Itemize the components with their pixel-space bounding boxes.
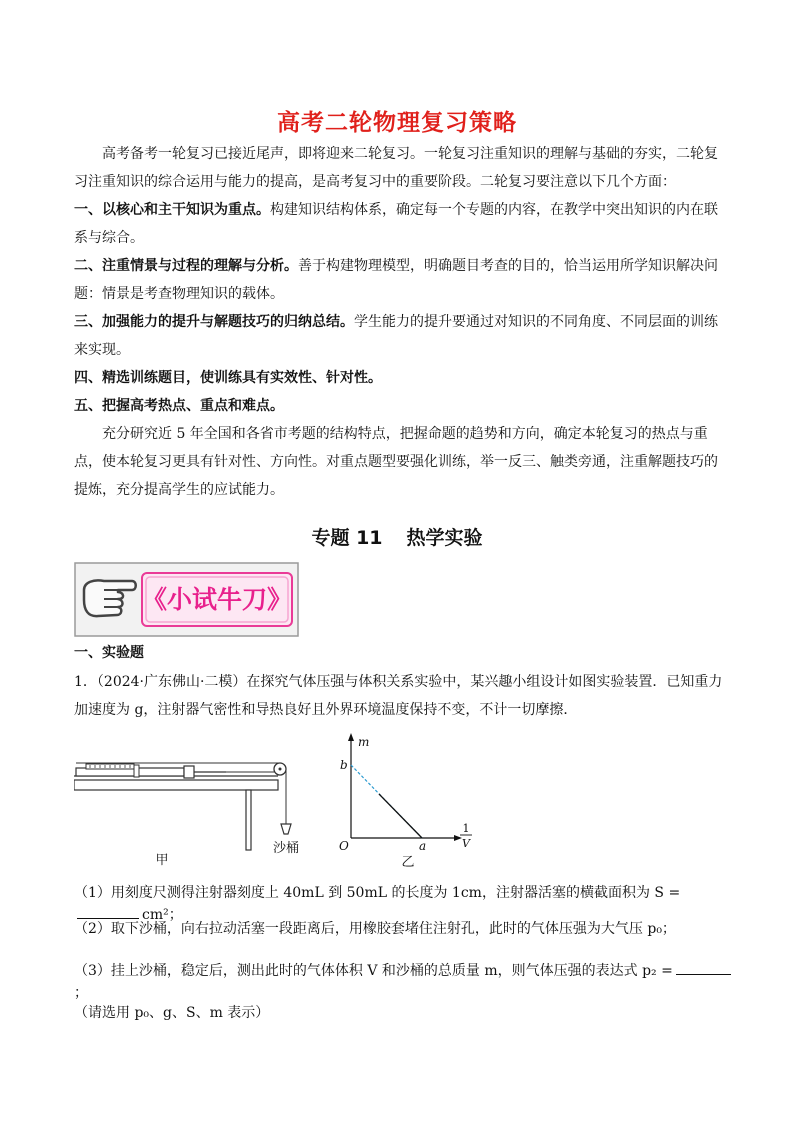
point-1-body: 构建知识结构体系，确定每一个专题的内容，在教学中突出知识的内在联系与综合。 [74,202,718,246]
section-heading: 一、实验题 [74,645,144,661]
practice-banner [74,562,299,637]
point-2-body: 善于构建物理模型，明确题目考查的目的，恰当运用所学知识解决问题：情景是考查物理知识的载体。 [74,258,718,302]
axis-m-label: m [358,735,370,749]
point-2-head: 二、注重情景与过程的理解与分析。 [74,258,298,274]
point-4 [74,364,730,392]
origin-label: O [339,839,349,853]
banner-text: 《小试牛刀》 [141,585,293,614]
sub-1-unit: cm²； [142,907,183,923]
point-2 [74,252,730,308]
point-a-label: a [419,839,427,853]
point-5-head: 五、把握高考热点、重点和难点。 [74,398,284,414]
sub-question-3 [74,960,734,1004]
figure-yi-label: 乙 [401,855,415,870]
question-1-stem: 1．（2024·广东佛山·二模）在探究气体压强与体积关系实验中，某兴趣小组设计如图实验装置．已知重力加速度为 g，注射器气密性和导热良好且外界环境温度保持不变，不计一切摩擦． [74,674,723,718]
answer-blank-3[interactable] [676,960,731,975]
point-3-head: 三、加强能力的提升与解题技巧的归纳总结。 [74,314,354,330]
axis-x-denominator: V [462,837,470,850]
sand-bucket-label: 沙桶 [272,841,300,856]
experiment-figure [74,728,494,878]
point-5 [74,392,730,420]
topic-name: 热学实验 [406,527,483,549]
closing-paragraph: 充分研究近 5 年全国和各省市考题的结构特点，把握命题的趋势和方向，确定本轮复习的热点与重点，使本轮复习更具有针对性、方向性。对重点题型要强化训练，举一反三、触类旁通，注重解题技巧的提炼，充分提高学生的应试能力。 [74,426,718,498]
point-4-head: 四、精选训练题目，使训练具有实效性、针对性。 [74,370,382,386]
sub-question-2: （2）取下沙桶，向右拉动活塞一段距离后，用橡胶套堵住注射孔，此时的气体压强为大气压 p₀； [74,921,676,937]
sub-question-3-note: （请选用 p₀、g、S、m 表示） [74,1005,270,1021]
point-1 [74,196,730,252]
point-3-body: 学生能力的提升要通过对知识的不同角度、不同层面的训练来实现。 [74,314,718,358]
topic-title [0,523,794,550]
graph-data-line [379,794,422,838]
axis-x-numerator: 1 [462,822,470,835]
intro-paragraph: 高考备考一轮复习已接近尾声，即将迎来二轮复习。一轮复习注重知识的理解与基础的夯实，二轮复习注重知识的综合运用与能力的提高，是高考复习中的重要阶段。二轮复习要注意以下几个方面： [74,146,718,190]
point-1-head: 一、以核心和主干知识为重点。 [74,202,270,218]
answer-blank-1[interactable] [77,904,139,919]
sub-1-text: （1）用刻度尺测得注射器刻度上 40mL 到 50mL 的长度为 1cm，注射器活塞的横截面积为 S = [74,885,681,901]
sub-3-end: ； [74,985,88,1001]
topic-number: 专题 11 [311,527,383,549]
figure-jia-label: 甲 [155,853,169,868]
m-vs-inverse-v-graph [339,733,472,870]
point-3 [74,308,730,364]
sub-3-text: （3）挂上沙桶，稳定后，测出此时的气体体积 V 和沙桶的总质量 m，则气体压强的表达式 p₂ = [74,963,673,979]
page-title: 高考二轮物理复习策略 [277,110,517,136]
apparatus-diagram [74,763,299,868]
point-b-label: b [340,758,348,772]
